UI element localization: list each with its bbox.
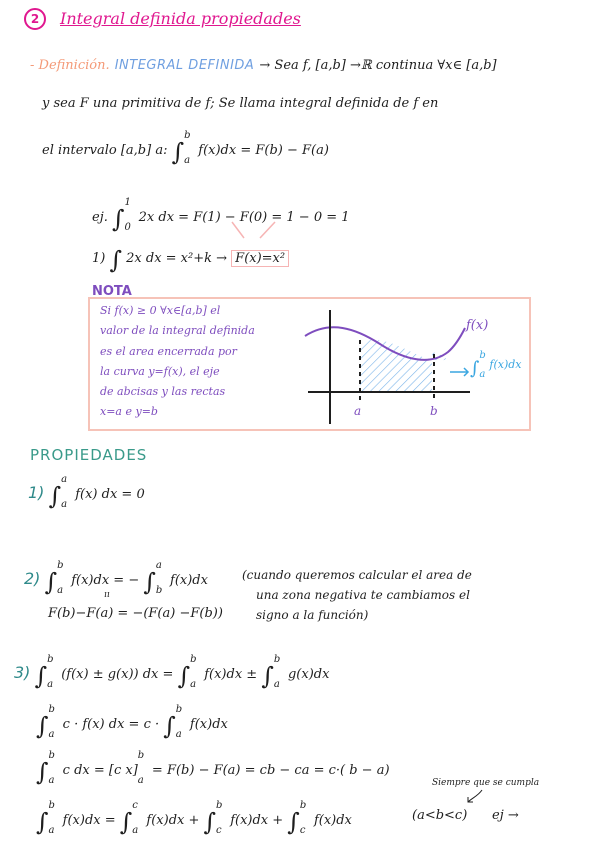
example-label: ej. — [92, 210, 108, 225]
integral-sign: ∫ — [36, 712, 49, 740]
integral-limits — [61, 474, 71, 510]
property-3-part-c: g(x)dx — [287, 667, 330, 682]
example-1-formula: 2x dx = x²+k → — [126, 251, 228, 266]
upper-limit: b — [137, 750, 145, 761]
integral-sign: ∫ — [36, 808, 49, 836]
upper-limit: b — [175, 704, 183, 715]
lower-limit: a — [48, 775, 55, 786]
property-3-line-4-c: f(x)dx + — [230, 813, 284, 828]
upper-limit: b — [57, 560, 64, 571]
property-number: 2) — [24, 569, 41, 588]
property-3-line-4-a: f(x)dx = — [62, 813, 116, 828]
integral-sign: ∫ — [163, 712, 176, 740]
upper-limit: b — [48, 800, 55, 811]
example-1-label: 1) — [92, 251, 106, 266]
shaded-area — [360, 340, 446, 392]
property-3-line-3 — [36, 750, 390, 786]
lower-limit: a — [184, 155, 191, 166]
lower-limit: c — [216, 825, 222, 836]
integral-sign: ∫ — [171, 138, 185, 166]
integral-sign: ∫ — [48, 482, 62, 510]
bracket-limits — [137, 750, 148, 786]
integral-sign: ∫ — [109, 246, 122, 274]
upper-limit: b — [273, 654, 281, 665]
definition-label: - Definición. — [30, 58, 110, 73]
lower-limit: a — [273, 679, 280, 690]
upper-limit: b — [48, 750, 55, 761]
integral-limits — [47, 654, 57, 690]
nota-line: de abcisas y las rectas — [100, 385, 226, 398]
definition-line-2: y sea F una primitiva de f; Se llama integral definida de f en — [42, 96, 439, 111]
nota-title: NOTA — [92, 284, 132, 299]
integral-limits — [273, 654, 284, 690]
upper-limit: c — [132, 800, 138, 811]
lower-limit: a — [48, 825, 55, 836]
lower-limit: a — [137, 775, 144, 786]
nota-line: valor de la integral definida — [100, 324, 255, 337]
upper-limit: b — [190, 654, 197, 665]
property-3-part-a: (f(x) ± g(x)) dx = — [61, 667, 174, 682]
property-2-note-2: una zona negativa te cambiamos el — [256, 588, 470, 602]
property-2 — [24, 560, 208, 596]
page-title: Integral definida propiedades — [60, 9, 301, 28]
property-2-note-1: (cuando queremos calcular el area de — [242, 568, 472, 582]
upper-limit: b — [479, 350, 486, 361]
integral-sign: ∫ — [143, 568, 156, 596]
property-number: 3) — [14, 663, 31, 682]
example-arrow-label: ej → — [492, 808, 519, 823]
lower-limit: a — [190, 679, 197, 690]
integral-sign: ∫ — [261, 662, 274, 690]
lower-limit: a — [132, 825, 139, 836]
definition-line-3-prefix: el intervalo [a,b] a: — [42, 143, 168, 158]
integral-limits — [299, 800, 310, 836]
upper-limit: a — [155, 560, 162, 571]
integral-sign: ∫ — [287, 808, 300, 836]
upper-limit: b — [216, 800, 223, 811]
upper-limit: b — [48, 704, 55, 715]
integral-sign: ∫ — [36, 758, 49, 786]
lower-limit: a — [479, 369, 486, 380]
integral-sign: ∫ — [470, 358, 480, 379]
integral-label-text: f(x)dx — [489, 358, 522, 371]
property-2-end: f(x)dx — [170, 573, 208, 588]
graph-b-label: b — [430, 404, 438, 418]
lower-limit: a — [48, 729, 55, 740]
integral-limits — [48, 704, 59, 740]
property-2-line-2: F(b)−F(a) = −(F(a) −F(b)) — [48, 606, 223, 621]
lower-limit: b — [155, 585, 163, 596]
integral-sign: ∫ — [44, 568, 58, 596]
example-1-line — [92, 246, 289, 274]
upper-limit: b — [184, 130, 191, 141]
condition-note: Siempre que se cumpla — [432, 778, 540, 788]
property-3-line-3-b: = F(b) − F(a) = cb − ca = c·( b − a) — [151, 763, 390, 778]
property-2-note-3: signo a la función) — [256, 608, 369, 622]
condition-arrow — [462, 788, 486, 806]
lower-limit: c — [299, 825, 306, 836]
integral-sign: ∫ — [177, 662, 191, 690]
integral-label — [470, 350, 522, 380]
definition-formula: f(x)dx = F(b) − F(a) — [198, 143, 329, 158]
integral-limits — [155, 560, 166, 596]
property-3-line-2-a: c · f(x) dx = c · — [62, 717, 160, 732]
integral-limits — [124, 197, 135, 233]
integral-sign: ∫ — [119, 808, 133, 836]
definition-name: INTEGRAL DEFINIDA — [114, 58, 255, 73]
property-3-line-4-d: f(x)dx — [313, 813, 352, 828]
equals-mark: ıı — [104, 590, 110, 600]
upper-limit: 1 — [124, 197, 131, 208]
nota-line: es el area encerrada por — [100, 345, 237, 358]
integral-sign: ∫ — [203, 808, 217, 836]
integral-limits — [216, 800, 226, 836]
nota-line: x=a e y=b — [100, 405, 158, 418]
definition-line-1-text: → Sea f, [a,b] →ℝ continua ∀x∈ [a,b] — [259, 58, 497, 73]
integral-limits — [184, 130, 194, 166]
condition-text: (a<b<c) — [412, 808, 468, 823]
property-1-formula: f(x) dx = 0 — [75, 487, 145, 502]
fx-label: f(x) — [466, 318, 489, 333]
integral-limits — [48, 800, 59, 836]
example-formula: 2x dx = F(1) − F(0) = 1 − 0 = 1 — [138, 210, 350, 225]
example-1-result-box: F(x)=x² — [231, 250, 289, 267]
lower-limit: a — [175, 729, 182, 740]
integral-limits — [57, 560, 67, 596]
integral-limits — [479, 350, 489, 380]
property-1 — [28, 474, 145, 510]
integral-sign: ∫ — [34, 662, 48, 690]
integral-limits — [132, 800, 142, 836]
property-3-line-1 — [14, 654, 330, 690]
lower-limit: a — [47, 679, 54, 690]
definition-line-3 — [42, 130, 329, 166]
property-3-line-4 — [36, 800, 352, 836]
section-number-badge: 2 — [24, 8, 46, 30]
nota-line: la curva y=f(x), el eje — [100, 365, 220, 378]
integral-limits — [175, 704, 186, 740]
integral-limits — [190, 654, 200, 690]
property-3-line-2 — [36, 704, 228, 740]
property-3-line-2-b: f(x)dx — [189, 717, 228, 732]
property-2-mid: f(x)dx = − — [71, 573, 140, 588]
upper-limit: b — [47, 654, 54, 665]
integral-limits — [48, 750, 59, 786]
upper-limit: b — [299, 800, 307, 811]
lower-limit: 0 — [124, 222, 131, 233]
graph-a-label: a — [354, 404, 362, 418]
property-3-line-3-a: c dx = [c x] — [62, 763, 138, 778]
property-3-part-b: f(x)dx ± — [204, 667, 258, 682]
definition-line-1 — [30, 54, 497, 73]
propiedades-title: PROPIEDADES — [30, 446, 148, 464]
lower-limit: a — [57, 585, 64, 596]
nota-line: Si f(x) ≥ 0 ∀x∈[a,b] el — [100, 304, 221, 317]
lower-limit: a — [61, 499, 68, 510]
upper-limit: a — [61, 474, 68, 485]
property-number: 1) — [28, 483, 45, 502]
property-3-line-4-b: f(x)dx + — [146, 813, 200, 828]
integral-sign: ∫ — [112, 205, 125, 233]
